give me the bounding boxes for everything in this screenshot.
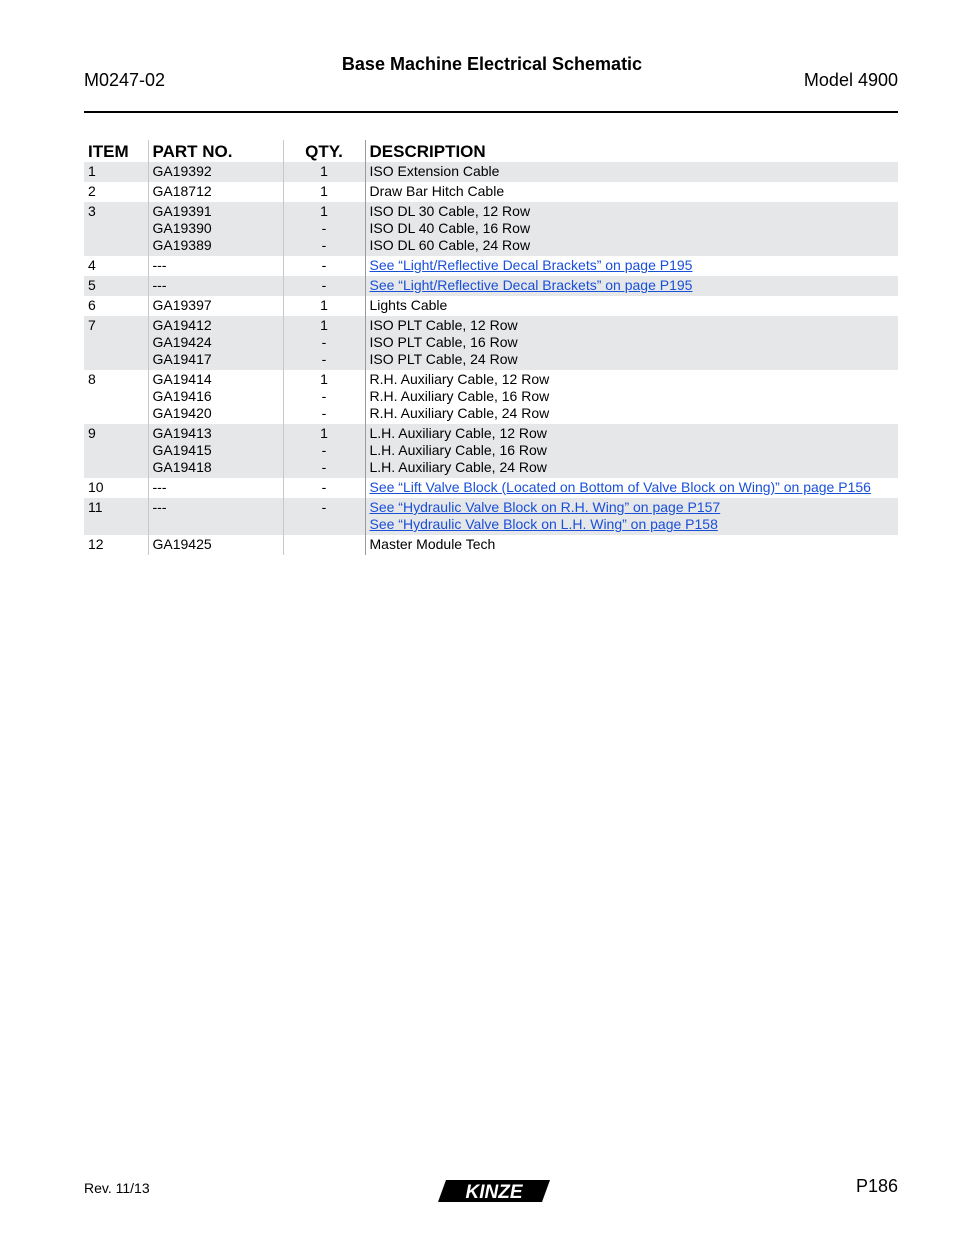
table-row	[84, 370, 898, 424]
item-number: 4	[88, 257, 96, 273]
part-number: GA19415	[152, 442, 212, 458]
description-cell	[365, 162, 898, 182]
description-cell	[365, 316, 898, 370]
item-cell	[84, 498, 148, 535]
header-divider	[84, 111, 898, 113]
part-number: ---	[152, 499, 167, 515]
quantity: 1	[320, 371, 328, 387]
part-number: ---	[152, 277, 167, 293]
part-number: GA19413	[152, 425, 212, 441]
part-description: ISO DL 30 Cable, 12 Row	[369, 203, 531, 219]
quantity: -	[321, 277, 327, 293]
quantity-cell	[283, 498, 365, 535]
part-description: ISO PLT Cable, 16 Row	[369, 334, 518, 350]
item-cell	[84, 535, 148, 555]
table-row	[84, 182, 898, 202]
part-description: ISO DL 60 Cable, 24 Row	[369, 237, 531, 253]
quantity: -	[321, 220, 327, 236]
description-cell	[365, 256, 898, 276]
table-row	[84, 276, 898, 296]
item-cell	[84, 296, 148, 316]
part-number: ---	[152, 257, 167, 273]
part-number: GA19412	[152, 317, 212, 333]
logo-text: KINZE	[465, 1182, 523, 1203]
parts-table-body	[84, 162, 898, 555]
item-number: 3	[88, 203, 96, 219]
quantity-cell	[283, 162, 365, 182]
description-cell	[365, 370, 898, 424]
parts-table	[84, 140, 898, 555]
description-cell	[365, 276, 898, 296]
part-number-cell	[148, 202, 283, 256]
table-row	[84, 296, 898, 316]
item-cell	[84, 276, 148, 296]
part-number: GA19425	[152, 536, 212, 552]
quantity-cell	[283, 182, 365, 202]
table-row	[84, 424, 898, 478]
quantity: 1	[320, 183, 328, 199]
part-number: GA19397	[152, 297, 212, 313]
part-number: GA19391	[152, 203, 212, 219]
part-description: L.H. Auxiliary Cable, 12 Row	[369, 425, 547, 441]
part-number: ---	[152, 479, 167, 495]
item-cell	[84, 162, 148, 182]
part-number: GA19414	[152, 371, 212, 387]
quantity: -	[321, 237, 327, 253]
item-cell	[84, 478, 148, 498]
description-cell	[365, 202, 898, 256]
item-cell	[84, 202, 148, 256]
table-row	[84, 316, 898, 370]
part-number: GA19389	[152, 237, 212, 253]
table-header-row	[84, 140, 898, 162]
item-number: 12	[88, 536, 104, 552]
model-name: Model 4900	[803, 70, 898, 90]
quantity: -	[321, 479, 327, 495]
part-description: L.H. Auxiliary Cable, 24 Row	[369, 459, 547, 475]
description-cell	[365, 424, 898, 478]
quantity-cell	[283, 202, 365, 256]
item-cell	[84, 256, 148, 276]
part-number-cell	[148, 424, 283, 478]
quantity: -	[321, 405, 327, 421]
quantity: 1	[320, 425, 328, 441]
quantity: 1	[320, 317, 328, 333]
part-number: GA19417	[152, 351, 212, 367]
quantity: 1	[320, 163, 328, 179]
part-number-cell	[148, 316, 283, 370]
table-row	[84, 478, 898, 498]
part-description: ISO PLT Cable, 12 Row	[369, 317, 518, 333]
cross-reference-link[interactable]: See “Hydraulic Valve Block on R.H. Wing” on page P157	[369, 499, 721, 515]
part-number: GA19416	[152, 388, 212, 404]
item-number: 6	[88, 297, 96, 313]
part-description: Master Module Tech	[369, 536, 496, 552]
cross-reference-link[interactable]: See “Hydraulic Valve Block on L.H. Wing” on page P158	[369, 516, 718, 532]
part-number-cell	[148, 535, 283, 555]
quantity-cell	[283, 256, 365, 276]
quantity-cell	[283, 370, 365, 424]
part-number-cell	[148, 498, 283, 535]
table-row	[84, 535, 898, 555]
quantity-cell	[283, 424, 365, 478]
description-cell	[365, 498, 898, 535]
part-number: GA19420	[152, 405, 212, 421]
quantity-cell	[283, 276, 365, 296]
part-description: R.H. Auxiliary Cable, 24 Row	[369, 405, 550, 421]
table-row	[84, 162, 898, 182]
quantity: -	[321, 459, 327, 475]
item-number: 9	[88, 425, 96, 441]
description-cell	[365, 535, 898, 555]
quantity: -	[321, 442, 327, 458]
item-number: 11	[88, 499, 103, 515]
quantity: -	[321, 351, 327, 367]
cross-reference-link[interactable]: See “Light/Reflective Decal Brackets” on page P195	[369, 257, 693, 273]
quantity: -	[321, 334, 327, 350]
quantity-cell	[283, 296, 365, 316]
quantity	[288, 536, 361, 553]
quantity-cell	[283, 478, 365, 498]
part-number-cell	[148, 256, 283, 276]
part-description: R.H. Auxiliary Cable, 16 Row	[369, 388, 550, 404]
description-cell	[365, 182, 898, 202]
part-number: GA19392	[152, 163, 212, 179]
column-header-item: ITEM	[88, 142, 129, 161]
part-number-cell	[148, 276, 283, 296]
quantity: 1	[320, 203, 328, 219]
item-cell	[84, 370, 148, 424]
table-row	[84, 498, 898, 535]
description-cell	[365, 296, 898, 316]
part-description: Lights Cable	[369, 297, 448, 313]
cross-reference-link[interactable]: See “Lift Valve Block (Located on Bottom of Valve Block on Wing)” on page P156	[369, 479, 871, 495]
part-description: Draw Bar Hitch Cable	[369, 183, 505, 199]
column-header-part-no: PART NO.	[148, 140, 283, 162]
column-header-qty: QTY.	[283, 140, 365, 162]
part-number-cell	[148, 296, 283, 316]
quantity-cell	[283, 535, 365, 555]
table-row	[84, 202, 898, 256]
part-description: ISO Extension Cable	[369, 163, 500, 179]
description-cell	[365, 478, 898, 498]
item-number: 10	[88, 479, 104, 495]
part-number-cell	[148, 182, 283, 202]
part-number: GA19390	[152, 220, 212, 236]
cross-reference-link[interactable]: See “Light/Reflective Decal Brackets” on page P195	[369, 277, 693, 293]
part-number-cell	[148, 370, 283, 424]
part-number-cell	[148, 478, 283, 498]
document-number: M0247-02	[84, 70, 166, 90]
table-row	[84, 256, 898, 276]
part-number: GA18712	[152, 183, 212, 199]
quantity-cell	[283, 316, 365, 370]
part-number: GA19418	[152, 459, 212, 475]
item-number: 2	[88, 183, 96, 199]
revision-label: Rev. 11/13	[84, 1180, 150, 1196]
part-description: L.H. Auxiliary Cable, 16 Row	[369, 442, 547, 458]
item-cell	[84, 316, 148, 370]
quantity: -	[321, 388, 327, 404]
item-cell	[84, 182, 148, 202]
part-number-cell	[148, 162, 283, 182]
page-number: P186	[855, 1176, 898, 1196]
part-description: ISO PLT Cable, 24 Row	[369, 351, 518, 367]
item-number: 1	[88, 163, 96, 179]
item-number: 5	[88, 277, 96, 293]
column-header-description: DESCRIPTION	[365, 140, 898, 162]
item-cell	[84, 424, 148, 478]
quantity: -	[321, 257, 327, 273]
page-title: Base Machine Electrical Schematic	[341, 54, 643, 74]
kinze-logo	[432, 1176, 552, 1206]
quantity: -	[321, 499, 327, 515]
quantity: 1	[320, 297, 328, 313]
part-number: GA19424	[152, 334, 212, 350]
item-number: 7	[88, 317, 96, 333]
part-description: ISO DL 40 Cable, 16 Row	[369, 220, 531, 236]
item-number: 8	[88, 371, 96, 387]
part-description: R.H. Auxiliary Cable, 12 Row	[369, 371, 550, 387]
